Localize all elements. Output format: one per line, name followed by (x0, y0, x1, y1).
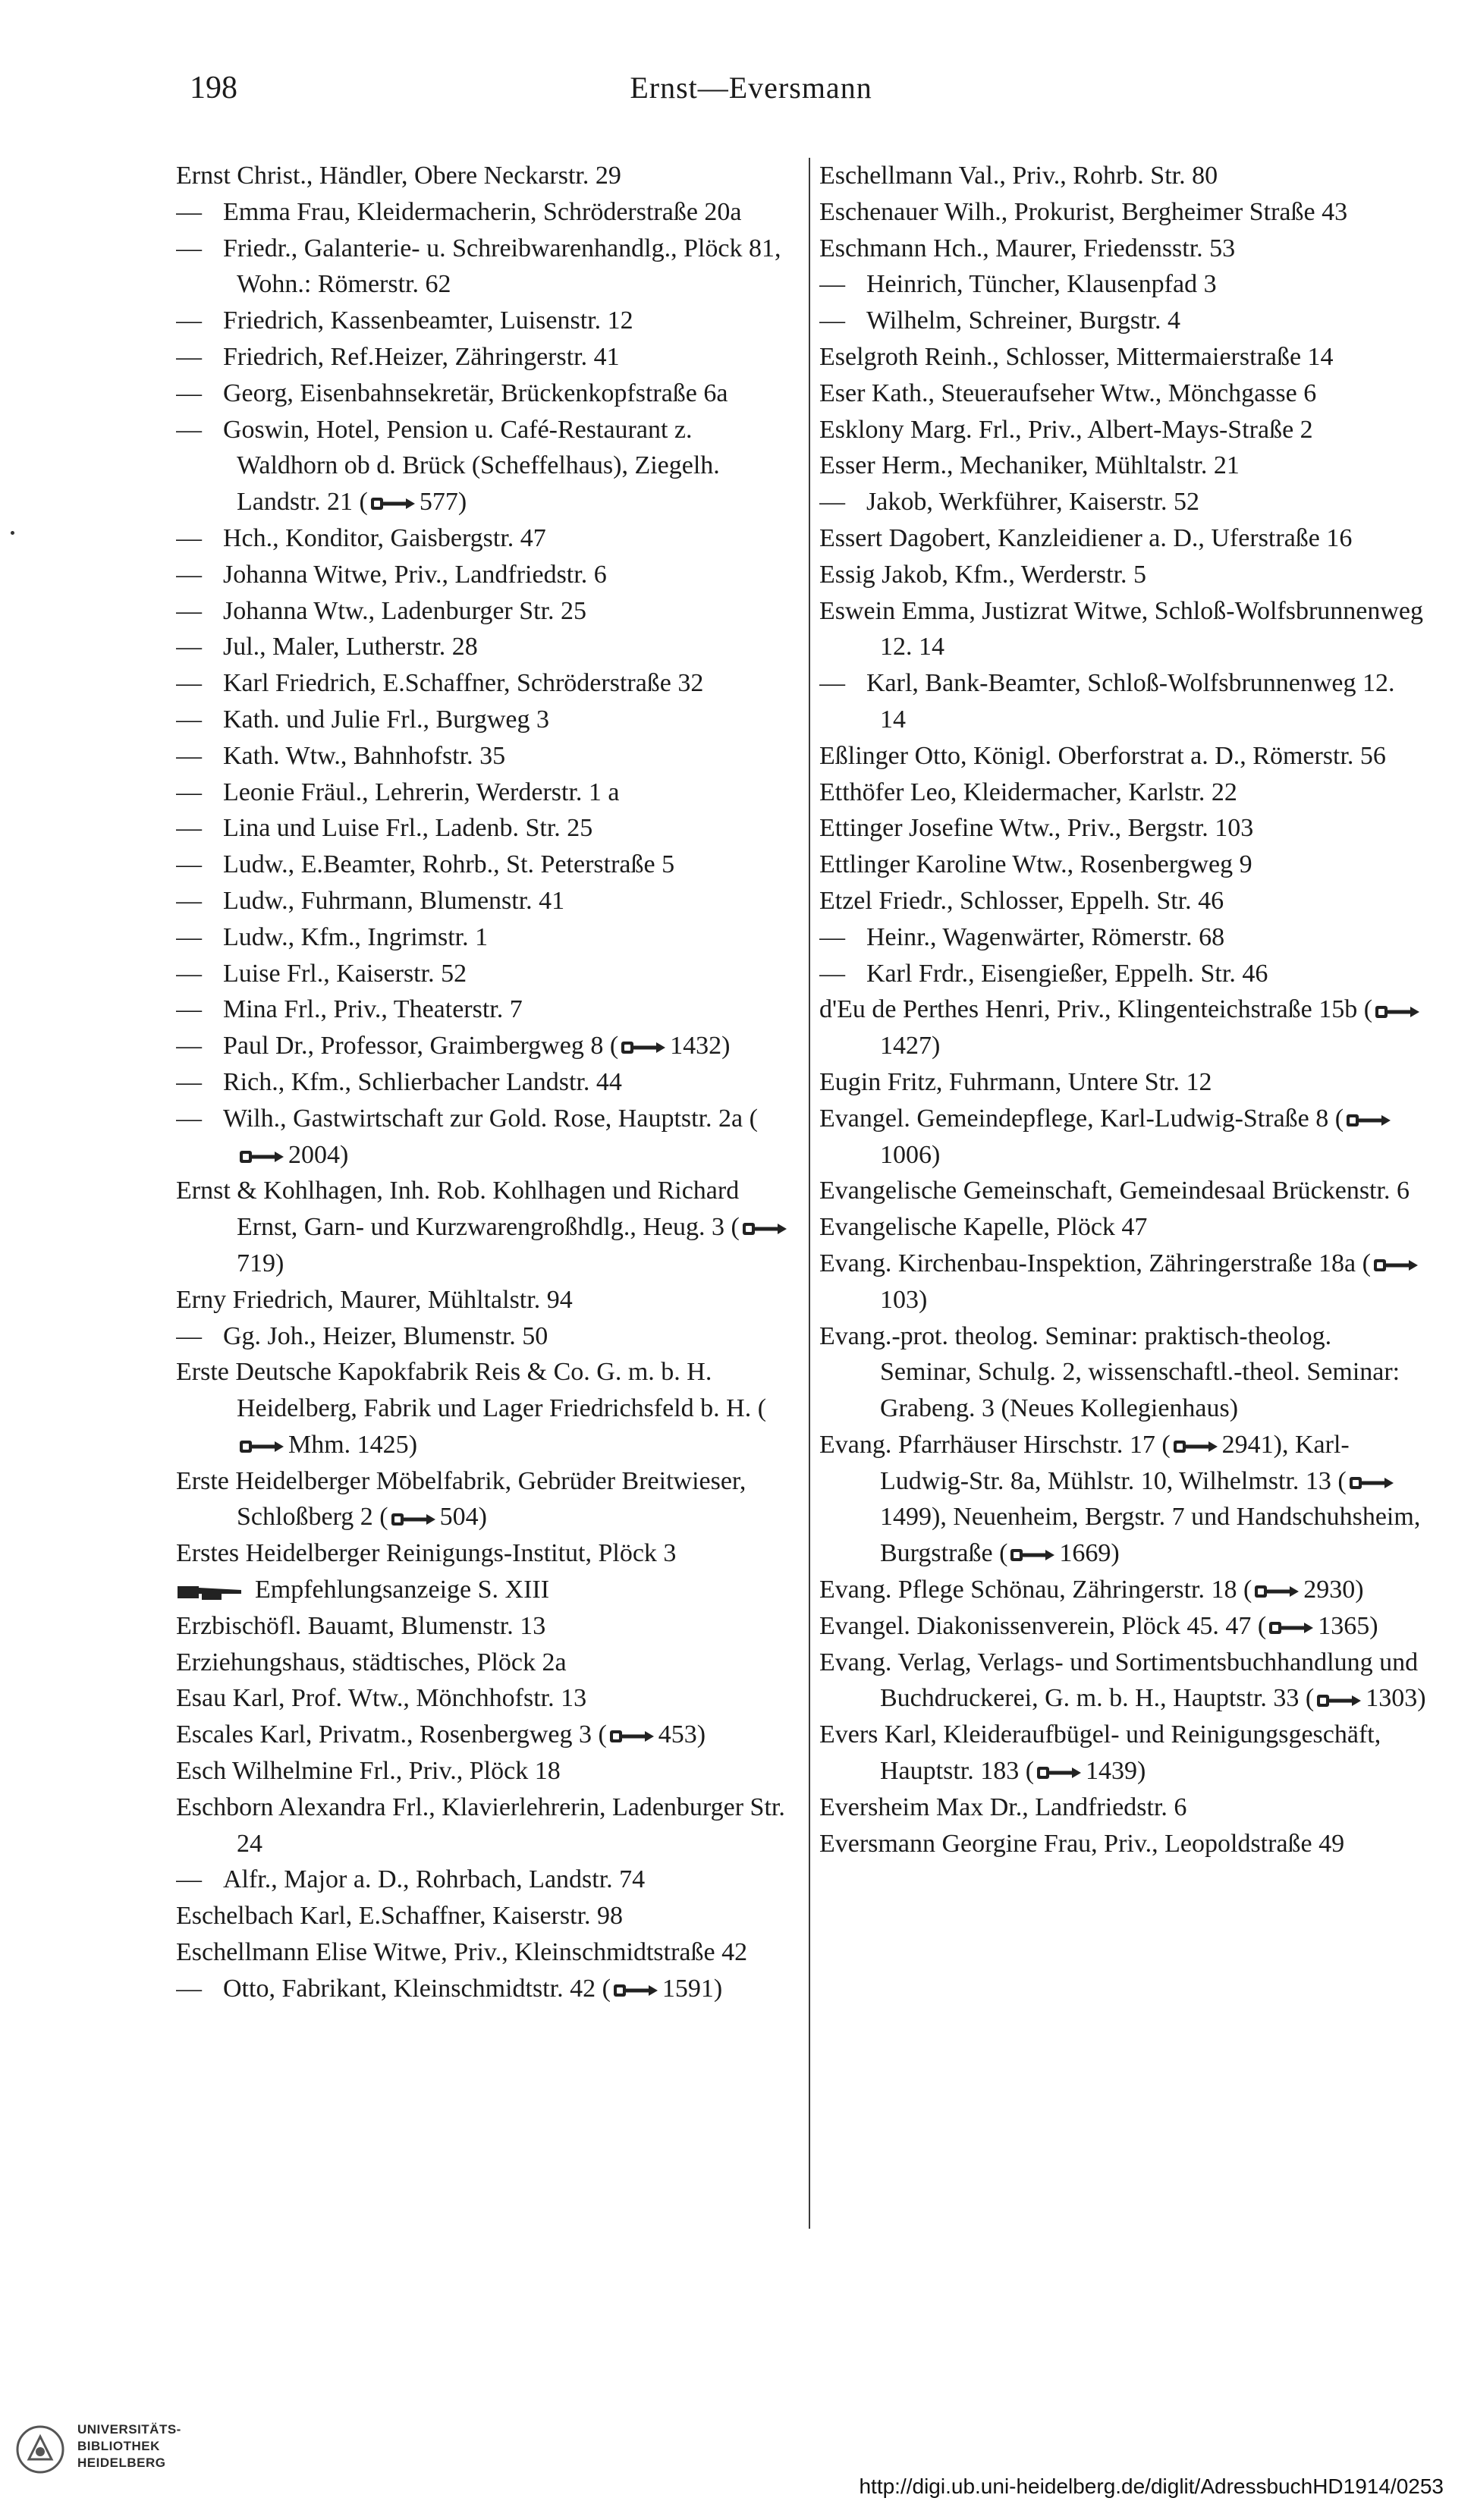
entry-text: Evangelische Kapelle, Plöck 47 (819, 1213, 1148, 1242)
right-entry (819, 1064, 1426, 1101)
entry-text: ) (932, 1140, 941, 1169)
right-entry (819, 1789, 1426, 1826)
right-entry (819, 593, 1426, 666)
telephone-icon (238, 1148, 285, 1165)
continuation-dash: — (819, 922, 845, 951)
left-entry (176, 847, 798, 883)
right-entry (819, 775, 1426, 811)
continuation-dash: — (176, 741, 202, 770)
library-seal-icon (14, 2423, 67, 2476)
entry-text: Hch., Konditor, Gaisbergstr. 47 (223, 523, 546, 552)
margin-mark (11, 531, 14, 535)
continuation-dash: — (176, 1032, 202, 1060)
entry-text: Alfr., Major a. D., Rohrbach, Landstr. 74 (223, 1865, 646, 1894)
left-entry (176, 1354, 798, 1463)
right-entry (819, 1246, 1426, 1318)
entry-text: Kath. und Julie Frl., Burgweg 3 (223, 705, 550, 734)
entry-text: Eswein Emma, Justizrat Witwe, Schloß-Wolfsbrunnenweg 12. 14 (819, 596, 1423, 661)
left-entry (176, 1753, 798, 1789)
entry-text: ) (1137, 1757, 1146, 1786)
telephone-icon (1374, 1004, 1421, 1020)
telephone-icon (1348, 1475, 1395, 1491)
right-entry (819, 883, 1426, 919)
telephone-icon (620, 1039, 667, 1056)
right-entry (819, 847, 1426, 883)
continuation-dash: — (819, 488, 845, 517)
continuation-dash: — (176, 886, 202, 915)
left-entry (176, 810, 798, 847)
entry-text: Esau Karl, Prof. Wtw., Mönchhofstr. 13 (176, 1684, 587, 1713)
entry-text: Eschellmann Elise Witwe, Priv., Kleinschmidtstraße 42 (176, 1938, 748, 1967)
entry-text: Luise Frl., Kaiserstr. 52 (223, 959, 467, 988)
entry-text: Ernst & Kohlhagen, Inh. Rob. Kohlhagen und Richard Ernst, Garn- und Kurzwarengroßhdlg., Heug. 3 ( (176, 1177, 740, 1242)
right-entry (819, 738, 1426, 775)
source-url-link[interactable]: http://digi.ub.uni-heidelberg.de/diglit/AdressbuchHD1914/0253 (859, 2474, 1444, 2498)
continuation-dash: — (176, 633, 202, 661)
entry-text: Eschelbach Karl, E.Schaffner, Kaiserstr. 98 (176, 1902, 624, 1931)
left-entry (176, 665, 798, 702)
continuation-dash: — (176, 850, 202, 879)
entry-text: Eschellmann Val., Priv., Rohrb. Str. 80 (819, 162, 1218, 190)
entry-text: Evangel. Diakonissenverein, Plöck 45. 47 ( (819, 1611, 1267, 1640)
left-entry (176, 557, 798, 593)
entry-text: ) (1111, 1539, 1120, 1568)
entry-text: Esch Wilhelmine Frl., Priv., Plöck 18 (176, 1757, 561, 1786)
left-entry (176, 629, 798, 665)
entry-text: Eversmann Georgine Frau, Priv., Leopoldstraße 49 (819, 1829, 1345, 1858)
telephone-icon (390, 1511, 437, 1528)
entry-text: Erste Heidelberger Möbelfabrik, Gebrüder Breitwieser, Schloßberg 2 ( (176, 1466, 746, 1532)
entry-text: ) (1369, 1611, 1378, 1640)
right-entry (819, 919, 1426, 956)
continuation-dash: — (176, 596, 202, 625)
continuation-dash: — (176, 342, 202, 371)
entry-text: Evang. Pfarrhäuser Hirschstr. 17 ( (819, 1430, 1171, 1459)
telephone-icon (369, 495, 416, 512)
entry-text: ) (713, 1974, 723, 2003)
entry-text: Friedrich, Kassenbeamter, Luisenstr. 12 (223, 306, 633, 335)
phone-number: 103 (880, 1285, 919, 1314)
left-entry (176, 1862, 798, 1898)
entry-text: Karl, Bank-Beamter, Schloß-Wolfsbrunnenweg 12. 14 (866, 669, 1395, 734)
right-entry (819, 810, 1426, 847)
continuation-dash: — (819, 669, 845, 698)
left-entry (176, 1173, 798, 1281)
entry-text: Eser Kath., Steueraufseher Wtw., Mönchgasse 6 (819, 379, 1317, 407)
phone-number: 1432 (670, 1032, 722, 1060)
continuation-dash: — (176, 814, 202, 843)
right-entry (819, 1318, 1426, 1427)
left-entry (176, 158, 798, 194)
entry-text: Erste Deutsche Kapokfabrik Reis & Co. G. m. b. H. Heidelberg, Fabrik und Lager Friedrichsfeld b. H. ( (176, 1358, 767, 1423)
entry-text: Otto, Fabrikant, Kleinschmidtstr. 42 ( (223, 1974, 611, 2003)
entry-text: Rich., Kfm., Schlierbacher Landstr. 44 (223, 1067, 622, 1096)
right-entry (819, 1572, 1426, 1608)
telephone-icon (612, 1982, 659, 1999)
right-entry (819, 557, 1426, 593)
entry-text: Eugin Fritz, Fuhrmann, Untere Str. 12 (819, 1067, 1212, 1096)
right-column (819, 158, 1426, 2221)
left-entry (176, 593, 798, 630)
right-entry (819, 1608, 1426, 1645)
left-entry (176, 1717, 798, 1753)
entry-text: Eschborn Alexandra Frl., Klavierlehrerin, Ladenburger Str. 24 (176, 1793, 785, 1858)
entry-text: Eschenauer Wilh., Prokurist, Bergheimer Straße 43 (819, 197, 1348, 226)
left-entry (176, 231, 798, 303)
phone-number: 1499 (880, 1503, 932, 1532)
left-entry (176, 1789, 798, 1862)
entry-text: Heinr., Wagenwärter, Römerstr. 68 (866, 922, 1225, 951)
continuation-dash: — (176, 197, 202, 226)
left-entry (176, 1608, 798, 1645)
continuation-dash: — (176, 959, 202, 988)
continuation-dash: — (176, 922, 202, 951)
left-entry (176, 883, 798, 919)
entry-text: ) (696, 1720, 706, 1749)
right-entry (819, 194, 1426, 231)
continuation-dash: — (176, 560, 202, 589)
entry-text: Goswin, Hotel, Pension u. Café-Restaurant z. Waldhorn ob d. Brück (Scheffelhaus), Ziegelh. Landstr. 21 ( (223, 415, 720, 517)
phone-number: 1439 (1086, 1757, 1138, 1786)
phone-number: 1303 (1366, 1684, 1418, 1713)
telephone-icon (1315, 1692, 1362, 1709)
library-name (77, 2421, 181, 2471)
left-entry (176, 1572, 798, 1608)
entry-text: Mina Frl., Priv., Theaterstr. 7 (223, 995, 523, 1024)
entry-text: ) (932, 1032, 941, 1060)
phone-number: 719 (237, 1249, 275, 1277)
left-entry (176, 1028, 798, 1064)
right-entry (819, 665, 1426, 738)
continuation-dash: — (176, 778, 202, 806)
entry-text: Esklony Marg. Frl., Priv., Albert-Mays-Straße 2 (819, 415, 1313, 444)
right-entry (819, 266, 1426, 303)
left-entry (176, 303, 798, 339)
entry-text: Erzbischöfl. Bauamt, Blumenstr. 13 (176, 1611, 546, 1640)
entry-text: Ernst Christ., Händler, Obere Neckarstr. 29 (176, 162, 621, 190)
left-entry (176, 194, 798, 231)
left-entry (176, 375, 798, 412)
entry-text: Empfehlungsanzeige S. XIII (255, 1576, 550, 1604)
phone-number: 504 (439, 1503, 479, 1532)
telephone-icon (1253, 1583, 1300, 1600)
right-entry (819, 1826, 1426, 1862)
right-entry (819, 1717, 1426, 1789)
entry-text: Jul., Maler, Lutherstr. 28 (223, 633, 478, 661)
entry-text: Ludw., E.Beamter, Rohrb., St. Peterstraße 5 (223, 850, 675, 879)
telephone-icon (608, 1728, 655, 1745)
right-entry (819, 956, 1426, 992)
entry-text: Friedr., Galanterie- u. Schreibwarenhandlg., Plöck 81, Wohn.: Römerstr. 62 (223, 234, 781, 299)
library-logo (14, 2418, 203, 2494)
left-entry (176, 520, 798, 557)
entry-text: Erstes Heidelberger Reinigungs-Institut, Plöck 3 (176, 1539, 677, 1568)
entry-text: ) (478, 1503, 487, 1532)
right-entry (819, 520, 1426, 557)
left-entry (176, 919, 798, 956)
entry-text: Karl Friedrich, E.Schaffner, Schröderstraße 32 (223, 669, 704, 698)
entry-text: Ettlinger Karoline Wtw., Rosenbergweg 9 (819, 850, 1252, 879)
logo-line-3: HEIDELBERG (77, 2456, 166, 2470)
phone-number: 1669 (1059, 1539, 1111, 1568)
entry-text: Evang. Kirchenbau-Inspektion, Zähringerstraße 18a ( (819, 1249, 1371, 1277)
pointing-hand-icon (176, 1580, 244, 1603)
entry-text: Eschmann Hch., Maurer, Friedensstr. 53 (819, 234, 1236, 262)
right-entry (819, 1173, 1426, 1209)
phone-number: Mhm. 1425 (288, 1430, 409, 1459)
entry-text: Esser Herm., Mechaniker, Mühltalstr. 21 (819, 451, 1240, 480)
entry-text: Johanna Witwe, Priv., Landfriedstr. 6 (223, 560, 607, 589)
logo-line-1: UNIVERSITÄTS- (77, 2422, 181, 2437)
entry-text: Ettinger Josefine Wtw., Priv., Bergstr. 103 (819, 814, 1254, 843)
continuation-dash: — (176, 1974, 202, 2003)
left-entry (176, 1535, 798, 1572)
running-head: Ernst—Eversmann (630, 71, 872, 105)
right-entry (819, 1101, 1426, 1174)
continuation-dash: — (819, 959, 845, 988)
right-entry (819, 991, 1426, 1064)
logo-line-2: BIBLIOTHEK (77, 2439, 160, 2453)
entry-text: Escales Karl, Privatm., Rosenbergweg 3 ( (176, 1720, 607, 1749)
entry-text: Essert Dagobert, Kanzleidiener a. D., Uferstraße 16 (819, 523, 1353, 552)
entry-text: Essig Jakob, Kfm., Werderstr. 5 (819, 560, 1147, 589)
entry-text: Wilhelm, Schreiner, Burgstr. 4 (866, 306, 1181, 335)
left-entry (176, 956, 798, 992)
entry-text: Ludw., Fuhrmann, Blumenstr. 41 (223, 886, 565, 915)
entry-text: Lina und Luise Frl., Ladenb. Str. 25 (223, 814, 593, 843)
entry-text: Erziehungshaus, städtisches, Plöck 2a (176, 1648, 567, 1676)
entry-text: ), Karl-Ludwig-Str. 8a, Mühlstr. 10, Wilhelmstr. 13 ( (880, 1430, 1350, 1495)
continuation-dash: — (176, 995, 202, 1024)
telephone-icon (1036, 1764, 1083, 1781)
phone-number: 1365 (1318, 1611, 1370, 1640)
entry-text: d'Eu de Perthes Henri, Priv., Klingenteichstraße 15b ( (819, 995, 1373, 1024)
left-entry (176, 1282, 798, 1318)
continuation-dash: — (176, 379, 202, 407)
column-divider (809, 158, 810, 2229)
continuation-dash: — (176, 669, 202, 698)
right-entry (819, 484, 1426, 520)
left-entry (176, 1318, 798, 1355)
entry-text: Kath. Wtw., Bahnhofstr. 35 (223, 741, 506, 770)
entry-text: Eselgroth Reinh., Schlosser, Mittermaierstraße 14 (819, 342, 1334, 371)
right-entry (819, 158, 1426, 194)
entry-text: Wilh., Gastwirtschaft zur Gold. Rose, Hauptstr. 2a ( (223, 1104, 758, 1133)
phone-number: 1006 (880, 1140, 932, 1169)
entry-text: ) (1417, 1684, 1426, 1713)
telephone-icon (1345, 1112, 1392, 1129)
right-entry (819, 412, 1426, 448)
continuation-dash: — (176, 1865, 202, 1894)
page-number: 198 (190, 71, 237, 105)
phone-number: 2930 (1303, 1576, 1356, 1604)
left-entry (176, 1898, 798, 1934)
right-entry (819, 448, 1426, 484)
continuation-dash: — (176, 523, 202, 552)
left-entry (176, 738, 798, 775)
telephone-icon (741, 1221, 788, 1237)
entry-text: Jakob, Werkführer, Kaiserstr. 52 (866, 488, 1200, 517)
right-entry (819, 1427, 1426, 1572)
left-entry (176, 412, 798, 520)
entry-text: ) (1355, 1576, 1364, 1604)
right-entry (819, 1645, 1426, 1717)
continuation-dash: — (819, 306, 845, 335)
continuation-dash: — (176, 415, 202, 444)
entry-text: Evangelische Gemeinschaft, Gemeindesaal Brückenstr. 6 (819, 1177, 1410, 1205)
entry-text: ) (408, 1430, 418, 1459)
entry-text: Johanna Wtw., Ladenburger Str. 25 (223, 596, 587, 625)
phone-number: 2941 (1221, 1430, 1274, 1459)
entry-text: ) (275, 1249, 284, 1277)
entry-text: ), Neuenheim, Bergstr. 7 und Handschuhsheim, Burgstraße ( (880, 1503, 1421, 1568)
left-entry (176, 702, 798, 738)
entry-text: Paul Dr., Professor, Graimbergweg 8 ( (223, 1032, 619, 1060)
left-entry (176, 1934, 798, 1971)
entry-text: Gg. Joh., Heizer, Blumenstr. 50 (223, 1321, 548, 1350)
continuation-dash: — (176, 234, 202, 262)
phone-number: 577 (419, 488, 458, 517)
continuation-dash: — (176, 1067, 202, 1096)
phone-number: 1427 (880, 1032, 932, 1060)
telephone-icon (1372, 1257, 1419, 1274)
entry-text: Ludw., Kfm., Ingrimstr. 1 (223, 922, 489, 951)
entry-text: Heinrich, Tüncher, Klausenpfad 3 (866, 270, 1217, 299)
continuation-dash: — (176, 1321, 202, 1350)
right-entry (819, 303, 1426, 339)
entry-text: Friedrich, Ref.Heizer, Zähringerstr. 41 (223, 342, 620, 371)
entry-text: Evers Karl, Kleideraufbügel- und Reinigungsgeschäft, Hauptstr. 183 ( (819, 1720, 1381, 1786)
page-header (190, 70, 1312, 123)
right-entry (819, 1209, 1426, 1246)
left-entry (176, 1101, 798, 1174)
entry-text: Emma Frau, Kleidermacherin, Schröderstraße 20a (223, 197, 742, 226)
right-entry (819, 339, 1426, 375)
continuation-dash: — (176, 306, 202, 335)
entry-text: Leonie Fräul., Lehrerin, Werderstr. 1 a (223, 778, 620, 806)
right-entry (819, 231, 1426, 267)
entry-text: Erny Friedrich, Maurer, Mühltalstr. 94 (176, 1285, 573, 1314)
entry-text: ) (919, 1285, 928, 1314)
left-entry (176, 1680, 798, 1717)
entry-text: Georg, Eisenbahnsekretär, Brückenkopfstraße 6a (223, 379, 728, 407)
phone-number: 2004 (288, 1140, 340, 1169)
left-entry (176, 1064, 798, 1101)
continuation-dash: — (819, 270, 845, 299)
entry-text: ) (457, 488, 467, 517)
telephone-icon (1009, 1547, 1056, 1563)
entry-text: Karl Frdr., Eisengießer, Eppelh. Str. 46 (866, 959, 1268, 988)
left-entry (176, 1971, 798, 2007)
entry-text: Evang. Verlag, Verlags- und Sortimentsbuchhandlung und Buchdruckerei, G. m. b. H., Hauptstr. 33 ( (819, 1648, 1419, 1713)
continuation-dash: — (176, 1104, 202, 1133)
telephone-icon (238, 1438, 285, 1455)
left-column (176, 158, 798, 2221)
entry-text: Etthöfer Leo, Kleidermacher, Karlstr. 22 (819, 778, 1237, 806)
left-entry (176, 775, 798, 811)
telephone-icon (1268, 1620, 1315, 1636)
continuation-dash: — (176, 705, 202, 734)
entry-text: Evang.-prot. theolog. Seminar: praktisch-theolog. Seminar, Schulg. 2, wissenschaftl.-theol. Seminar: Grabeng. 3 (Neues Kollegienhaus) (819, 1321, 1400, 1423)
entry-text: Eversheim Max Dr., Landfriedstr. 6 (819, 1793, 1187, 1821)
left-entry (176, 991, 798, 1028)
right-entry (819, 375, 1426, 412)
left-entry (176, 339, 798, 375)
telephone-icon (1172, 1438, 1219, 1455)
phone-number: 453 (658, 1720, 697, 1749)
entry-text: ) (340, 1140, 349, 1169)
left-entry (176, 1645, 798, 1681)
entry-text: Eßlinger Otto, Königl. Oberforstrat a. D., Römerstr. 56 (819, 741, 1386, 770)
phone-number: 1591 (662, 1974, 714, 2003)
entry-text: Evang. Pflege Schönau, Zähringerstr. 18 ( (819, 1576, 1252, 1604)
entry-text: Evangel. Gemeindepflege, Karl-Ludwig-Straße 8 ( (819, 1104, 1344, 1133)
entry-text: ) (721, 1032, 731, 1060)
left-entry (176, 1463, 798, 1536)
entry-text: Etzel Friedr., Schlosser, Eppelh. Str. 46 (819, 886, 1224, 915)
